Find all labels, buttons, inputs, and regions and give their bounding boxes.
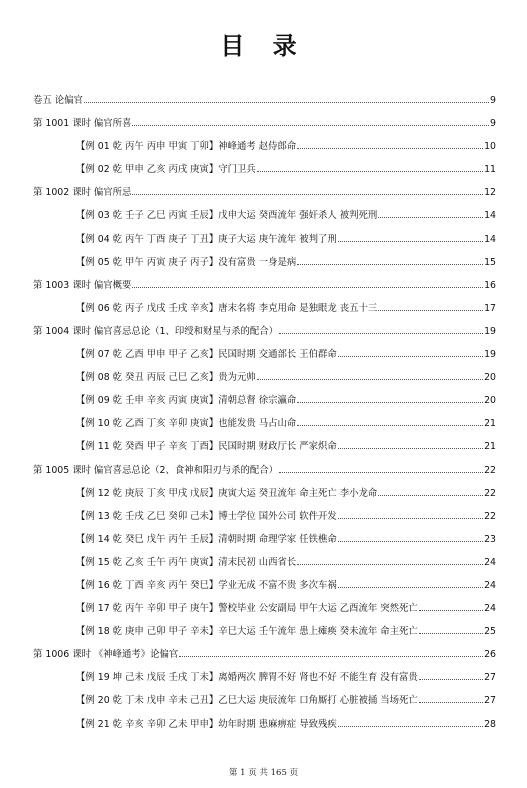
toc-section[interactable] [33,277,496,300]
toc-section[interactable] [33,323,496,346]
toc-entry[interactable] [33,138,496,161]
toc-page-number: 22 [484,510,496,522]
toc-entry-text: 【例 03 乾 壬子 乙巳 丙寅 壬辰】戊申大运 癸酉流年 强奸杀人 被判死刑 [76,210,378,222]
toc-entry[interactable] [33,438,496,461]
toc-entry-text: 第 1003 课时 偏官概要 [33,279,132,291]
toc-entry[interactable] [33,300,496,323]
toc-entry-text: 【例 06 乾 丙子 戊戌 壬戌 辛亥】唐末名将 李克用命 是独眼龙 丧五十三 [76,302,378,314]
toc-page-number: 26 [484,649,496,661]
dot-leader [84,96,489,103]
toc-entry[interactable] [33,346,496,369]
toc-entry[interactable] [33,254,496,277]
toc-page-number: 15 [484,256,496,268]
dot-leader [338,720,483,727]
toc-entry[interactable] [33,554,496,577]
toc-entry-text: 第 1005 课时 偏官喜忌总论（2、食神和阳刃与杀的配合） [33,464,279,476]
toc-section[interactable] [33,646,496,669]
dot-leader [257,374,483,381]
toc-entry[interactable] [33,531,496,554]
toc-entry-text: 第 1004 课时 偏官喜忌总论（1、印绶和财星与杀的配合） [33,325,279,337]
toc-entry-text: 卷五 论偏官 [33,95,83,106]
toc-entry-text: 【例 05 乾 甲午 丙寅 庚子 丙子】没有富贵 一身是病 [76,256,297,268]
toc-page-number: 19 [484,325,496,337]
toc-entry-text: 【例 18 乾 庚申 己卯 甲子 辛未】辛巳大运 壬午流年 患上瘫痪 癸未流年 命主死亡 [76,626,418,638]
toc-page-number: 12 [484,187,496,199]
toc-entry[interactable] [33,369,496,392]
dot-leader [338,443,483,450]
toc-page-number: 16 [484,279,496,291]
dot-leader [297,558,483,565]
toc-entry-text: 【例 14 乾 癸巳 戊午 丙午 壬辰】清朝时期 命理学家 任铁樵命 [76,533,337,545]
toc-page-number: 14 [484,210,496,222]
dot-leader [132,281,483,288]
toc-entry[interactable] [33,485,496,508]
dot-leader [179,651,483,658]
toc-entry-text: 【例 15 乾 乙亥 壬午 丙午 庚寅】清末民初 山西省长 [76,556,297,568]
toc-entry-text: 【例 01 乾 丙午 丙申 甲寅 丁卯】神峰通考 赵侍郎命 [76,141,297,153]
dot-leader [297,420,483,427]
dot-leader [419,628,483,635]
toc-entry-text: 第 1002 课时 偏官所忌 [33,187,132,199]
toc-page-number: 28 [484,718,496,730]
toc-entry-text: 【例 12 乾 庚辰 丁亥 甲戌 戊辰】庚寅大运 癸丑流年 命主死亡 李小龙命 [76,487,378,499]
toc-page-number: 14 [484,233,496,245]
dot-leader [378,489,483,496]
dot-leader [378,304,483,311]
dot-leader [338,235,483,242]
dot-leader [419,604,483,611]
dot-leader [338,581,483,588]
toc-page-number: 11 [484,164,496,176]
toc-page-number: 24 [484,556,496,568]
toc-page-number: 23 [484,533,496,545]
dot-leader [132,189,483,196]
toc-entry-text: 第 1006 课时 《神峰通考》论偏官 [33,649,179,661]
toc-page-number: 27 [484,672,496,684]
dot-leader [132,119,489,126]
toc-page-number: 17 [484,302,496,314]
toc-section[interactable] [33,462,496,485]
toc-page-number: 22 [484,487,496,499]
toc-entry-text: 第 1001 课时 偏官所喜 [33,118,132,130]
toc-entry-text: 【例 21 乾 辛亥 辛卯 乙未 甲申】幼年时期 患麻痹症 导致残疾 [76,718,337,730]
dot-leader [338,535,483,542]
toc-page-number: 9 [490,118,496,130]
toc-page-number: 9 [490,95,496,106]
dot-leader [419,697,483,704]
dot-leader [297,143,483,150]
toc-entry-text: 【例 19 坤 己未 戊辰 壬戌 丁未】离婚两次 脾胃不好 肾也不好 不能生育 没有富贵 [76,672,418,684]
toc-entry[interactable] [33,692,496,715]
toc-entry[interactable] [33,623,496,646]
toc-entry-text: 【例 16 乾 丁酉 辛亥 丙午 癸巳】学业无成 不富不贵 多次车祸 [76,579,337,591]
toc-entry-text: 【例 17 乾 丙午 辛卯 甲子 庚午】警校毕业 公安副局 甲午大运 乙酉流年 突然死亡 [76,603,418,615]
toc-section[interactable] [33,92,496,115]
toc-entry[interactable] [33,508,496,531]
toc-page-number: 20 [484,395,496,407]
toc-entry-text: 【例 10 乾 乙酉 丁亥 辛卯 庚寅】也能发贵 马占山命 [76,418,297,430]
toc-page-number: 27 [484,695,496,707]
toc-page-number: 21 [484,441,496,453]
toc-page-number: 25 [484,626,496,638]
toc-entry[interactable] [33,577,496,600]
toc-entry-text: 【例 04 乾 丙午 丁酉 庚子 丁丑】庚子大运 庚午流年 被判了刑 [76,233,337,245]
toc-entry-text: 【例 09 乾 壬申 辛亥 丙寅 庚寅】清朝总督 徐宗瀛命 [76,395,297,407]
toc-page-number: 21 [484,418,496,430]
dot-leader [297,397,483,404]
dot-leader [378,212,483,219]
dot-leader [338,350,483,357]
toc-entry[interactable] [33,669,496,692]
toc-entry-text: 【例 20 乾 丁未 戊申 辛未 己丑】乙巳大运 庚辰流年 口角厮打 心脏被捅 当场死亡 [76,695,418,707]
toc-entry[interactable] [33,161,496,184]
page-footer: 第 1 页 共 165 页 [228,768,299,778]
toc-section[interactable] [33,115,496,138]
toc-page-number: 20 [484,372,496,384]
toc-entry[interactable] [33,716,496,739]
toc-page-number: 10 [484,141,496,153]
dot-leader [297,258,483,265]
dot-leader [279,327,483,334]
toc-page-number: 19 [484,349,496,361]
toc-entry-text: 【例 11 乾 癸酉 甲子 辛亥 丁酉】民国时期 财政厅长 严家炽命 [76,441,337,453]
toc-entry[interactable] [33,392,496,415]
toc-section[interactable] [33,184,496,207]
toc-page-number: 24 [484,579,496,591]
toc-page-number: 22 [484,464,496,476]
toc-entry[interactable] [33,207,496,230]
page-title: 目 录 [220,31,307,60]
toc-entry-text: 【例 08 乾 癸丑 丙辰 己巳 乙亥】贵为元帅 [76,372,256,384]
toc-page-number: 24 [484,603,496,615]
toc-entry[interactable] [33,415,496,438]
dot-leader [279,466,483,473]
toc-entry-text: 【例 02 乾 甲申 乙亥 丙戌 庚寅】守门卫兵 [76,164,256,176]
dot-leader [419,674,483,681]
toc-entry[interactable] [33,600,496,623]
dot-leader [257,166,483,173]
toc-entry-text: 【例 13 乾 壬戌 乙巳 癸卯 己未】博士学位 国外公司 软件开发 [76,510,337,522]
toc-entry-text: 【例 07 乾 乙酉 甲申 甲子 乙亥】民国时期 交通部长 王伯群命 [76,349,337,361]
toc-entry[interactable] [33,231,496,254]
dot-leader [338,512,483,519]
table-of-contents [33,92,496,739]
